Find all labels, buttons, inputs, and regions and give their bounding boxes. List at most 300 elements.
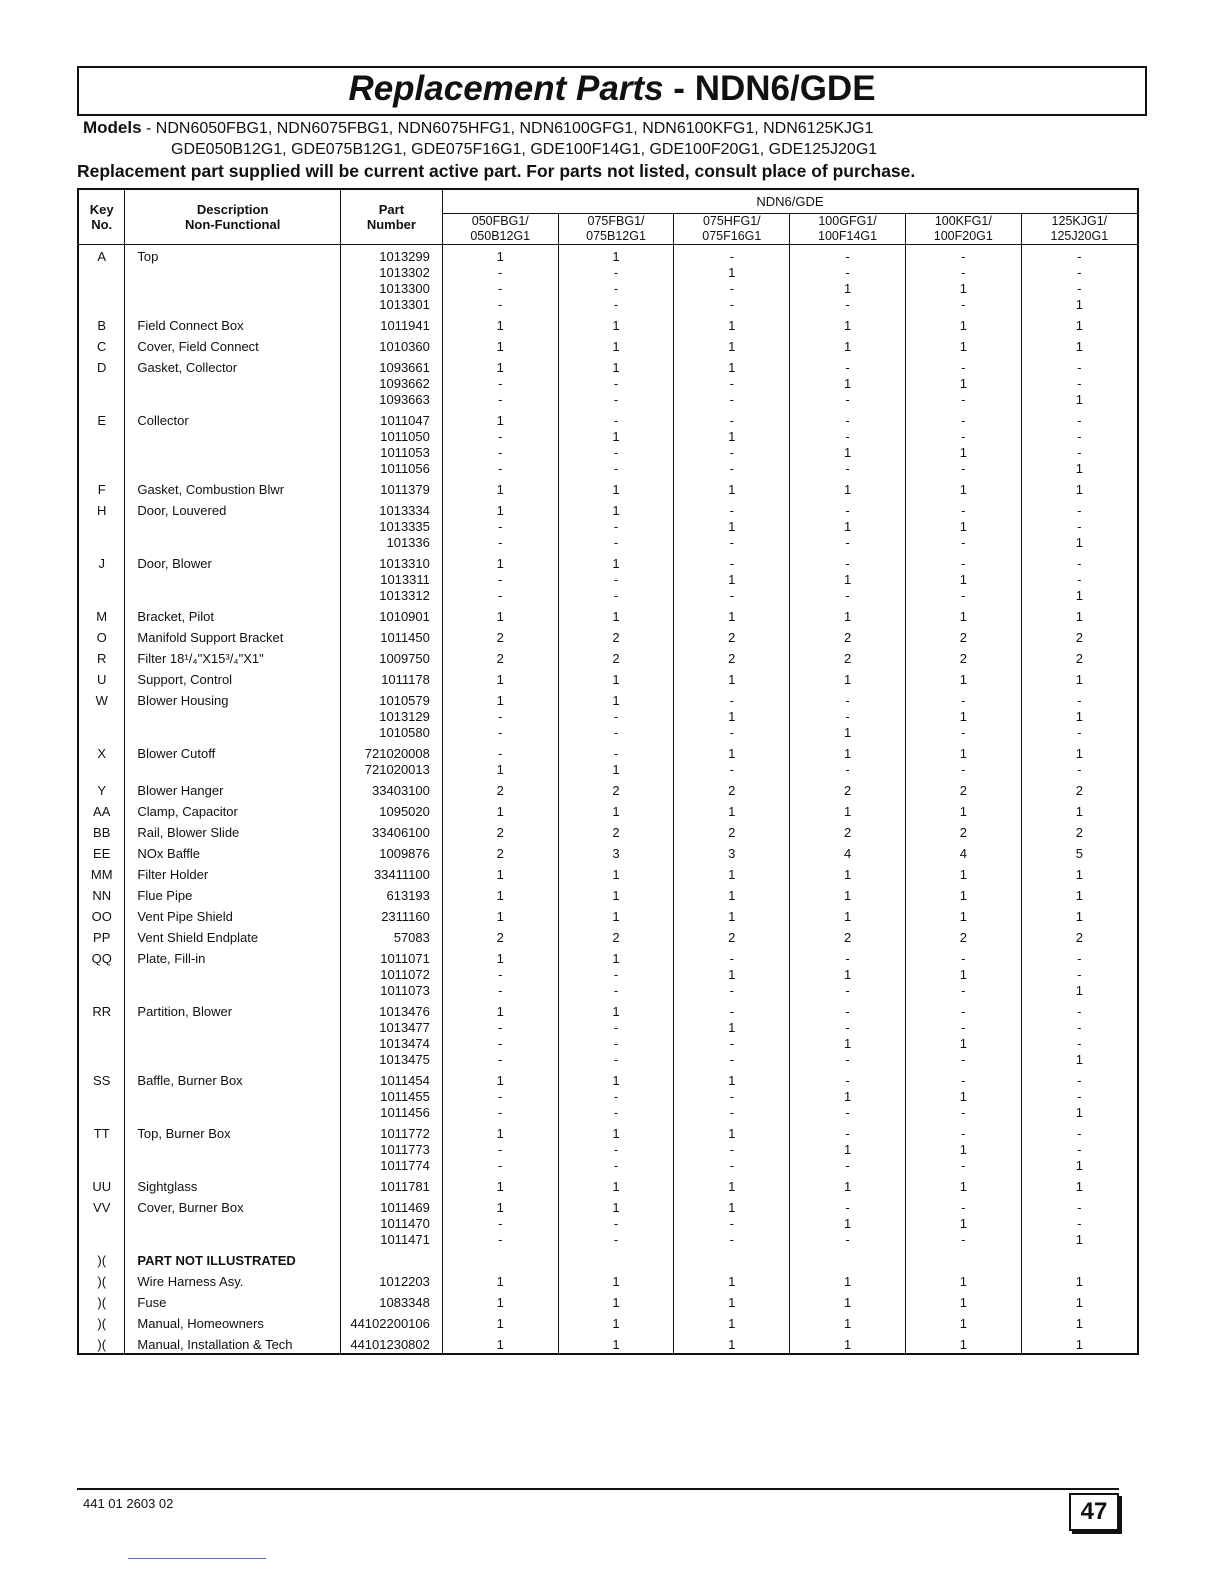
quantity-cell: - — [905, 355, 1021, 376]
quantity-cell: - — [790, 1195, 906, 1216]
description-cell: Door, Blower — [125, 551, 341, 572]
key-cell — [78, 1232, 125, 1248]
quantity-cell: 1 — [442, 1195, 558, 1216]
part-number-cell: 1095020 — [340, 799, 442, 820]
description-cell: Baffle, Burner Box — [125, 1068, 341, 1089]
quantity-cell: - — [1021, 1216, 1138, 1232]
key-cell: )( — [78, 1269, 125, 1290]
key-cell — [78, 461, 125, 477]
description-cell: Manual, Homeowners — [125, 1311, 341, 1332]
part-number-cell: 1009876 — [340, 841, 442, 862]
quantity-cell: 1 — [442, 477, 558, 498]
quantity-cell: - — [558, 1020, 674, 1036]
part-number-cell: 1011053 — [340, 445, 442, 461]
part-number-cell: 1011773 — [340, 1142, 442, 1158]
part-number-cell: 1011454 — [340, 1068, 442, 1089]
quantity-cell: 2 — [558, 646, 674, 667]
quantity-cell: 2 — [790, 820, 906, 841]
quantity-cell: - — [905, 946, 1021, 967]
description-cell: Fuse — [125, 1290, 341, 1311]
quantity-cell: - — [905, 408, 1021, 429]
quantity-cell: 1 — [790, 1269, 906, 1290]
quantity-cell: 1 — [442, 334, 558, 355]
key-cell: UU — [78, 1174, 125, 1195]
quantity-cell: - — [442, 967, 558, 983]
quantity-cell: 1 — [558, 313, 674, 334]
quantity-cell: 1 — [790, 741, 906, 762]
quantity-cell: 1 — [674, 1068, 790, 1089]
quantity-cell: 1 — [1021, 1052, 1138, 1068]
quantity-cell: 1 — [558, 883, 674, 904]
quantity-cell: - — [674, 1142, 790, 1158]
quantity-cell: - — [558, 1052, 674, 1068]
quantity-cell: - — [442, 725, 558, 741]
table-row — [78, 1068, 1138, 1089]
description-cell: Manifold Support Bracket — [125, 625, 341, 646]
key-cell: W — [78, 688, 125, 709]
description-cell: Wire Harness Asy. — [125, 1269, 341, 1290]
quantity-cell: - — [790, 408, 906, 429]
part-number-cell: 1013310 — [340, 551, 442, 572]
quantity-cell: 1 — [674, 604, 790, 625]
table-row — [78, 355, 1138, 376]
description-cell: Top — [125, 245, 341, 266]
quantity-cell: 1 — [790, 799, 906, 820]
key-cell — [78, 265, 125, 281]
quantity-cell: - — [558, 709, 674, 725]
table-row — [78, 1052, 1138, 1068]
quantity-cell: - — [558, 983, 674, 999]
table-row — [78, 967, 1138, 983]
table-row — [78, 519, 1138, 535]
quantity-cell: - — [905, 429, 1021, 445]
description-cell — [125, 1105, 341, 1121]
quantity-cell: - — [790, 588, 906, 604]
quantity-cell: - — [905, 588, 1021, 604]
quantity-cell: - — [558, 725, 674, 741]
quantity-cell: - — [674, 392, 790, 408]
key-cell: U — [78, 667, 125, 688]
table-row — [78, 1248, 1138, 1269]
quantity-cell: - — [790, 297, 906, 313]
table-row — [78, 245, 1138, 266]
quantity-cell: - — [558, 572, 674, 588]
quantity-cell: 1 — [674, 862, 790, 883]
quantity-cell: - — [790, 429, 906, 445]
quantity-cell: - — [905, 1052, 1021, 1068]
key-cell: F — [78, 477, 125, 498]
part-number-cell: 1011772 — [340, 1121, 442, 1142]
key-cell — [78, 1105, 125, 1121]
description-cell — [125, 1232, 341, 1248]
table-row — [78, 904, 1138, 925]
quantity-cell: - — [674, 1158, 790, 1174]
quantity-cell: 1 — [442, 688, 558, 709]
quantity-cell: - — [1021, 572, 1138, 588]
quantity-cell: 1 — [790, 281, 906, 297]
quantity-cell: - — [905, 1068, 1021, 1089]
part-number-cell: 1012203 — [340, 1269, 442, 1290]
quantity-cell: - — [442, 1105, 558, 1121]
quantity-cell: 1 — [674, 1311, 790, 1332]
part-number-cell: 1010580 — [340, 725, 442, 741]
table-row — [78, 741, 1138, 762]
quantity-cell: 1 — [674, 355, 790, 376]
table-row — [78, 408, 1138, 429]
key-cell: Y — [78, 778, 125, 799]
quantity-cell: 1 — [674, 667, 790, 688]
quantity-cell: 1 — [790, 862, 906, 883]
part-number-cell: 1093662 — [340, 376, 442, 392]
quantity-cell: 1 — [442, 1311, 558, 1332]
key-cell: QQ — [78, 946, 125, 967]
quantity-cell: - — [674, 588, 790, 604]
quantity-cell: 1 — [905, 967, 1021, 983]
quantity-cell: - — [558, 588, 674, 604]
quantity-cell: 1 — [674, 1290, 790, 1311]
table-row — [78, 1216, 1138, 1232]
table-row — [78, 572, 1138, 588]
part-number-cell: 1011056 — [340, 461, 442, 477]
description-cell — [125, 1036, 341, 1052]
quantity-cell: 1 — [790, 1174, 906, 1195]
quantity-cell: 1 — [558, 1311, 674, 1332]
description-cell: Partition, Blower — [125, 999, 341, 1020]
quantity-cell: - — [442, 519, 558, 535]
part-number-cell: 1010360 — [340, 334, 442, 355]
quantity-cell: 1 — [905, 376, 1021, 392]
header-key: Key No. — [78, 189, 125, 245]
description-cell — [125, 1158, 341, 1174]
quantity-cell: - — [674, 245, 790, 266]
quantity-cell: 1 — [674, 1332, 790, 1354]
part-number-cell: 1011774 — [340, 1158, 442, 1174]
table-row — [78, 625, 1138, 646]
quantity-cell: 1 — [674, 1174, 790, 1195]
quantity-cell: - — [558, 1036, 674, 1052]
quantity-cell: 1 — [1021, 709, 1138, 725]
quantity-cell: - — [442, 265, 558, 281]
table-row — [78, 1232, 1138, 1248]
quantity-cell: - — [442, 1052, 558, 1068]
quantity-cell: - — [442, 297, 558, 313]
description-cell: Flue Pipe — [125, 883, 341, 904]
quantity-cell: - — [674, 498, 790, 519]
key-cell: B — [78, 313, 125, 334]
table-row — [78, 1089, 1138, 1105]
part-number-cell — [340, 1248, 442, 1269]
quantity-cell: 2 — [558, 925, 674, 946]
quantity-cell: 1 — [1021, 741, 1138, 762]
quantity-cell: 1 — [790, 334, 906, 355]
quantity-cell: - — [790, 535, 906, 551]
quantity-cell: - — [790, 265, 906, 281]
quantity-cell: 1 — [442, 946, 558, 967]
quantity-cell: - — [558, 741, 674, 762]
quantity-cell: 1 — [442, 604, 558, 625]
key-cell: VV — [78, 1195, 125, 1216]
quantity-cell: 1 — [674, 904, 790, 925]
quantity-cell: 1 — [558, 429, 674, 445]
quantity-cell: - — [1021, 1121, 1138, 1142]
part-number-cell: 1013301 — [340, 297, 442, 313]
description-cell — [125, 461, 341, 477]
table-row — [78, 820, 1138, 841]
quantity-cell: - — [790, 551, 906, 572]
table-row — [78, 1311, 1138, 1332]
quantity-cell: - — [674, 946, 790, 967]
quantity-cell: 1 — [1021, 313, 1138, 334]
quantity-cell: 1 — [1021, 1311, 1138, 1332]
quantity-cell: 2 — [442, 778, 558, 799]
quantity-cell: 2 — [905, 778, 1021, 799]
quantity-cell: - — [905, 999, 1021, 1020]
quantity-cell: 1 — [790, 725, 906, 741]
quantity-cell: - — [905, 762, 1021, 778]
description-cell — [125, 1020, 341, 1036]
quantity-cell: 1 — [1021, 904, 1138, 925]
table-row — [78, 281, 1138, 297]
description-cell — [125, 429, 341, 445]
quantity-cell: - — [790, 1068, 906, 1089]
key-cell — [78, 1036, 125, 1052]
quantity-cell: 1 — [442, 1068, 558, 1089]
description-cell: Cover, Burner Box — [125, 1195, 341, 1216]
part-number-cell: 33411100 — [340, 862, 442, 883]
part-number-cell: 1013474 — [340, 1036, 442, 1052]
description-cell — [125, 535, 341, 551]
quantity-cell: 4 — [905, 841, 1021, 862]
quantity-cell: 1 — [442, 999, 558, 1020]
part-number-cell: 44101230802 — [340, 1332, 442, 1354]
key-cell: TT — [78, 1121, 125, 1142]
quantity-cell — [558, 1248, 674, 1269]
quantity-cell: 1 — [442, 862, 558, 883]
quantity-cell: 1 — [790, 1036, 906, 1052]
description-cell — [125, 1142, 341, 1158]
part-number-cell: 1013299 — [340, 245, 442, 266]
quantity-cell: - — [674, 1052, 790, 1068]
quantity-cell: 1 — [790, 967, 906, 983]
table-row — [78, 778, 1138, 799]
quantity-cell: - — [674, 297, 790, 313]
quantity-cell: 2 — [1021, 925, 1138, 946]
key-cell: EE — [78, 841, 125, 862]
quantity-cell: - — [1021, 265, 1138, 281]
quantity-cell: - — [905, 1121, 1021, 1142]
table-row — [78, 1195, 1138, 1216]
table-row — [78, 313, 1138, 334]
part-number-cell: 57083 — [340, 925, 442, 946]
quantity-cell: 1 — [442, 762, 558, 778]
description-cell — [125, 1089, 341, 1105]
description-cell — [125, 967, 341, 983]
quantity-cell: 1 — [905, 281, 1021, 297]
quantity-cell: - — [442, 429, 558, 445]
quantity-cell: - — [1021, 551, 1138, 572]
description-cell: Support, Control — [125, 667, 341, 688]
quantity-cell: 1 — [905, 799, 1021, 820]
table-row — [78, 709, 1138, 725]
quantity-cell: - — [442, 461, 558, 477]
part-number-cell: 101336 — [340, 535, 442, 551]
quantity-cell: 1 — [1021, 1290, 1138, 1311]
quantity-cell: - — [674, 551, 790, 572]
table-row — [78, 646, 1138, 667]
key-cell: E — [78, 408, 125, 429]
models-line-1: - NDN6050FBG1, NDN6075FBG1, NDN6075HFG1, NDN6100GFG1, NDN6100KFG1, NDN6125KJG1 — [141, 120, 874, 137]
header-model-group: NDN6/GDE — [442, 189, 1138, 214]
quantity-cell: 1 — [790, 1142, 906, 1158]
quantity-cell: 1 — [790, 667, 906, 688]
key-cell — [78, 535, 125, 551]
models-line-2: GDE050B12G1, GDE075B12G1, GDE075F16G1, GDE100F14G1, GDE100F20G1, GDE125J20G1 — [171, 141, 878, 158]
quantity-cell: 2 — [442, 625, 558, 646]
quantity-cell: 1 — [790, 477, 906, 498]
quantity-cell: - — [790, 1052, 906, 1068]
quantity-cell: - — [442, 392, 558, 408]
description-cell: Cover, Field Connect — [125, 334, 341, 355]
footer-rule — [77, 1488, 1119, 1490]
key-cell: C — [78, 334, 125, 355]
quantity-cell: - — [1021, 725, 1138, 741]
description-cell: Plate, Fill-in — [125, 946, 341, 967]
key-cell: X — [78, 741, 125, 762]
key-cell — [78, 725, 125, 741]
quantity-cell: 2 — [905, 646, 1021, 667]
part-number-cell: 1011072 — [340, 967, 442, 983]
description-cell: Gasket, Collector — [125, 355, 341, 376]
replacement-notice: Replacement part supplied will be current active part. For parts not listed, consult place of purchase. — [77, 161, 916, 181]
quantity-cell: 1 — [674, 429, 790, 445]
table-row — [78, 667, 1138, 688]
quantity-cell: - — [1021, 999, 1138, 1020]
quantity-cell: 1 — [1021, 862, 1138, 883]
quantity-cell: 1 — [1021, 1174, 1138, 1195]
quantity-cell: 1 — [558, 604, 674, 625]
title-model: NDN6/GDE — [694, 69, 876, 108]
quantity-cell: - — [558, 392, 674, 408]
quantity-cell: - — [1021, 1068, 1138, 1089]
quantity-cell: 2 — [674, 646, 790, 667]
key-cell: )( — [78, 1311, 125, 1332]
quantity-cell: 1 — [674, 1195, 790, 1216]
table-row — [78, 883, 1138, 904]
quantity-cell: - — [442, 572, 558, 588]
quantity-cell: - — [790, 946, 906, 967]
table-row — [78, 862, 1138, 883]
quantity-cell: 1 — [442, 355, 558, 376]
models-label: Models — [83, 118, 142, 137]
models-list — [83, 117, 877, 160]
quantity-cell: - — [790, 1105, 906, 1121]
quantity-cell: 1 — [558, 334, 674, 355]
quantity-cell: 1 — [558, 762, 674, 778]
quantity-cell: 1 — [1021, 461, 1138, 477]
table-row — [78, 392, 1138, 408]
quantity-cell: - — [674, 688, 790, 709]
table-row — [78, 429, 1138, 445]
key-cell: RR — [78, 999, 125, 1020]
quantity-cell: 1 — [674, 313, 790, 334]
part-number-cell: 1011450 — [340, 625, 442, 646]
description-cell — [125, 297, 341, 313]
quantity-cell: - — [905, 535, 1021, 551]
quantity-cell: 2 — [790, 625, 906, 646]
quantity-cell: - — [442, 709, 558, 725]
quantity-cell: - — [558, 376, 674, 392]
key-cell — [78, 376, 125, 392]
page-number: 47 — [1069, 1493, 1119, 1531]
quantity-cell: 1 — [905, 862, 1021, 883]
quantity-cell: - — [1021, 429, 1138, 445]
quantity-cell: 1 — [558, 946, 674, 967]
table-row — [78, 725, 1138, 741]
quantity-cell: 2 — [442, 925, 558, 946]
description-cell — [125, 1216, 341, 1232]
quantity-cell: 1 — [790, 904, 906, 925]
table-row — [78, 588, 1138, 604]
description-cell: Clamp, Capacitor — [125, 799, 341, 820]
quantity-cell: 1 — [905, 1290, 1021, 1311]
quantity-cell: 1 — [790, 1332, 906, 1354]
table-row — [78, 297, 1138, 313]
quantity-cell: 2 — [790, 925, 906, 946]
table-row — [78, 535, 1138, 551]
part-number-cell: 1009750 — [340, 646, 442, 667]
part-number-cell: 1011941 — [340, 313, 442, 334]
quantity-cell: 1 — [558, 1269, 674, 1290]
table-row — [78, 498, 1138, 519]
quantity-cell: - — [905, 1232, 1021, 1248]
quantity-cell: 1 — [674, 1269, 790, 1290]
description-cell: NOx Baffle — [125, 841, 341, 862]
table-row — [78, 604, 1138, 625]
quantity-cell: 1 — [442, 1269, 558, 1290]
table-row — [78, 1332, 1138, 1354]
key-cell: M — [78, 604, 125, 625]
quantity-cell: 1 — [442, 408, 558, 429]
description-cell: Blower Cutoff — [125, 741, 341, 762]
table-row — [78, 1290, 1138, 1311]
quantity-cell: 1 — [442, 883, 558, 904]
quantity-cell: 1 — [790, 445, 906, 461]
key-cell: J — [78, 551, 125, 572]
quantity-cell: 1 — [442, 498, 558, 519]
quantity-cell: - — [905, 551, 1021, 572]
quantity-cell: 1 — [442, 1121, 558, 1142]
part-number-cell: 1011178 — [340, 667, 442, 688]
key-cell: AA — [78, 799, 125, 820]
quantity-cell: - — [1021, 376, 1138, 392]
part-number-cell: 721020013 — [340, 762, 442, 778]
quantity-cell: - — [558, 535, 674, 551]
quantity-cell: 1 — [1021, 799, 1138, 820]
quantity-cell: - — [674, 408, 790, 429]
key-cell: )( — [78, 1290, 125, 1311]
quantity-cell: 3 — [674, 841, 790, 862]
quantity-cell: 1 — [558, 1174, 674, 1195]
quantity-cell: 1 — [558, 667, 674, 688]
quantity-cell: 1 — [1021, 477, 1138, 498]
quantity-cell: 1 — [1021, 392, 1138, 408]
description-cell — [125, 709, 341, 725]
quantity-cell: 1 — [905, 1089, 1021, 1105]
quantity-cell: 2 — [558, 820, 674, 841]
key-cell — [78, 983, 125, 999]
quantity-cell: - — [558, 408, 674, 429]
key-cell: H — [78, 498, 125, 519]
